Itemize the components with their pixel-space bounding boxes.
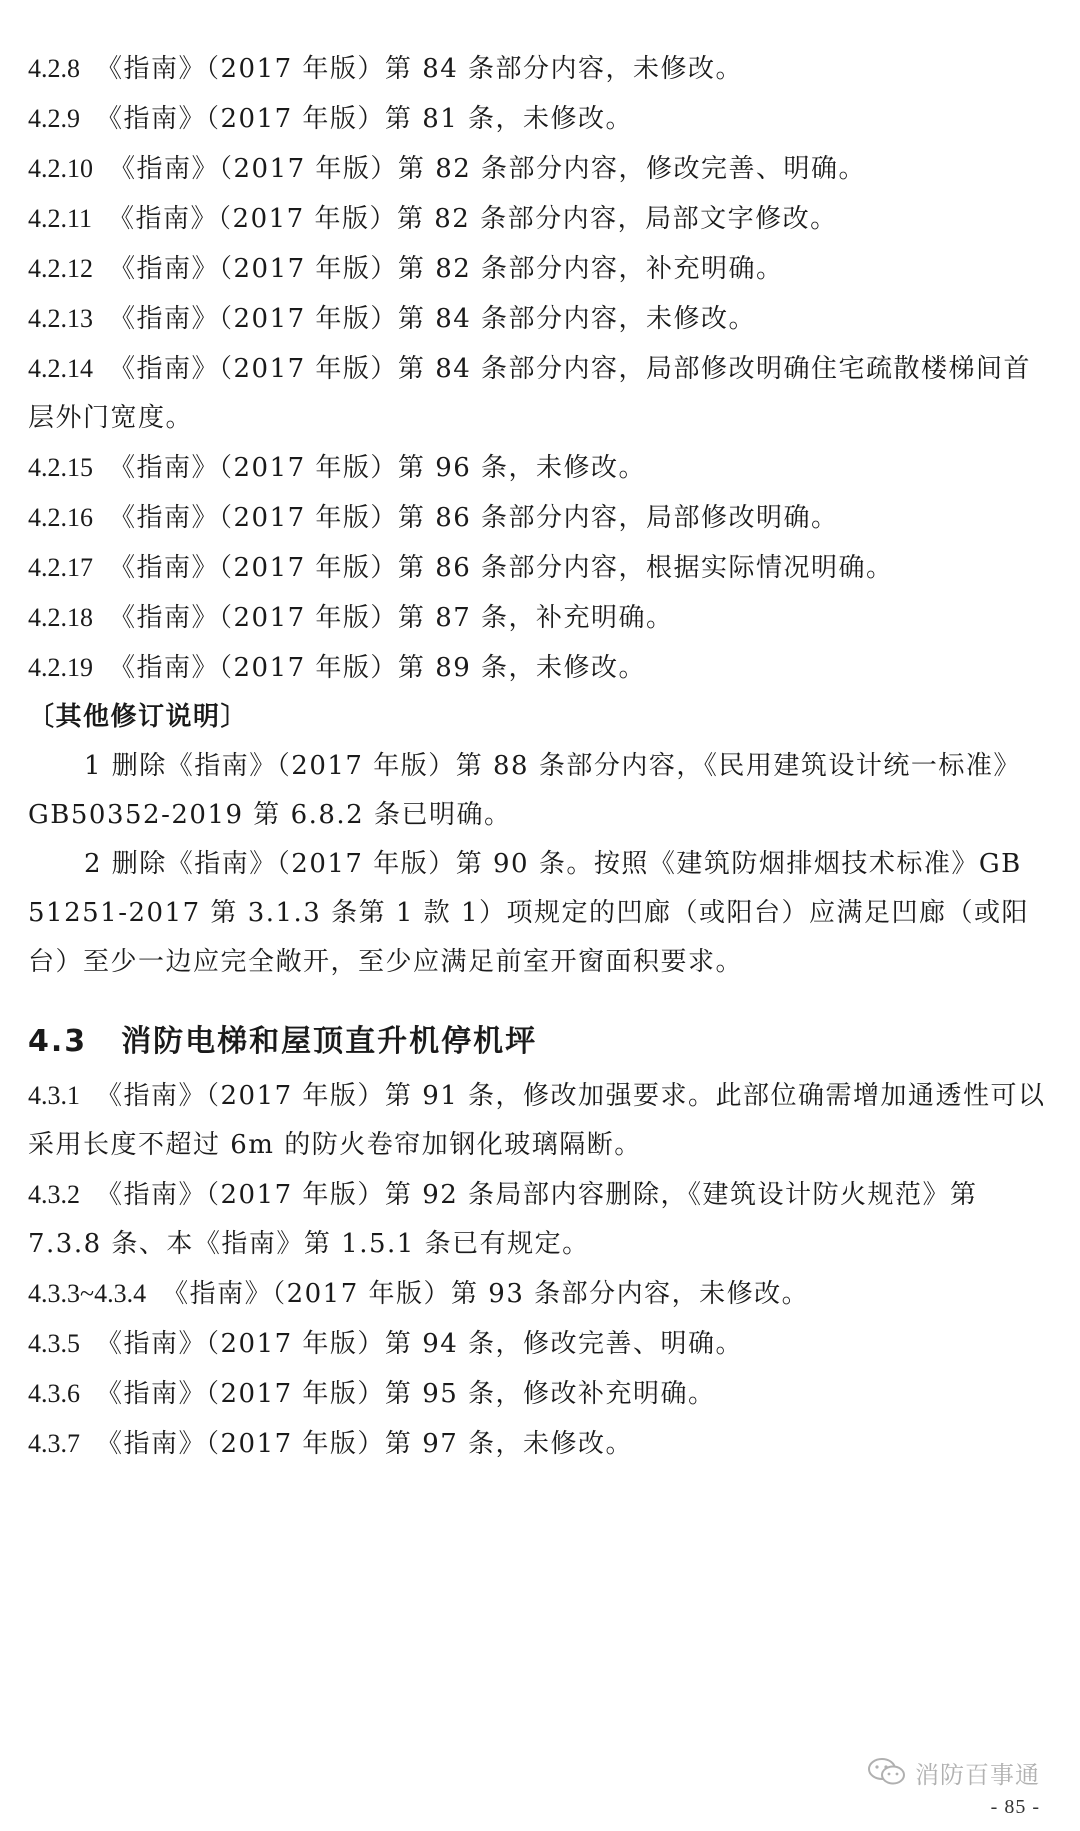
clause-text: 《指南》（2017 年版）第 82 条部分内容，修改完善、明确。	[109, 154, 867, 184]
clause-line	[28, 1071, 1052, 1170]
clause-line	[28, 344, 1052, 443]
wechat-icon	[867, 1757, 907, 1787]
clause-line	[28, 643, 1052, 693]
clause-line	[28, 593, 1052, 643]
clause-number: 4.2.11	[28, 204, 93, 233]
clause-number: 4.3.1	[28, 1081, 80, 1110]
clause-text: 《指南》（2017 年版）第 81 条，未修改。	[96, 104, 634, 134]
clause-text: 《指南》（2017 年版）第 89 条，未修改。	[109, 653, 647, 683]
other-note-item: 1 删除《指南》（2017 年版）第 88 条部分内容，《民用建筑设计统一标准》GB50352-2019 第 6.8.2 条已明确。	[28, 751, 1021, 830]
clause-line	[28, 1419, 1052, 1469]
clause-text: 《指南》（2017 年版）第 84 条部分内容，未修改。	[96, 54, 744, 84]
clause-line	[28, 144, 1052, 194]
clause-line	[28, 44, 1052, 94]
clause-line	[28, 543, 1052, 593]
clause-line	[28, 493, 1052, 543]
clause-number: 4.2.16	[28, 503, 93, 532]
clause-line	[28, 1170, 1052, 1269]
clause-text: 《指南》（2017 年版）第 94 条，修改完善、明确。	[96, 1329, 744, 1359]
clause-line	[28, 1269, 1052, 1319]
clause-text: 《指南》（2017 年版）第 86 条部分内容，局部修改明确。	[109, 503, 839, 533]
page-number: - 85 -	[990, 1796, 1040, 1818]
clause-text: 《指南》（2017 年版）第 87 条，补充明确。	[109, 603, 674, 633]
clause-number: 4.3.6	[28, 1379, 80, 1408]
clause-line	[28, 1319, 1052, 1369]
watermark	[867, 1752, 1040, 1792]
clause-list-4-3	[28, 1071, 1052, 1469]
clause-number: 4.2.10	[28, 154, 93, 183]
clause-text: 《指南》（2017 年版）第 84 条部分内容，局部修改明确住宅疏散楼梯间首层外门宽度。	[28, 354, 1032, 433]
clause-number: 4.3.2	[28, 1180, 80, 1209]
section-heading	[28, 1015, 1052, 1069]
clause-text: 《指南》（2017 年版）第 82 条部分内容，补充明确。	[109, 254, 784, 284]
clause-number: 4.2.13	[28, 304, 93, 333]
clause-line	[28, 294, 1052, 344]
clause-number: 4.2.12	[28, 254, 93, 283]
clause-text: 《指南》（2017 年版）第 97 条，未修改。	[96, 1429, 634, 1459]
clause-list-4-2	[28, 44, 1052, 693]
other-notes-heading: 〔其他修订说明〕	[28, 702, 249, 732]
clause-text: 《指南》（2017 年版）第 84 条部分内容，未修改。	[109, 304, 757, 334]
clause-number: 4.2.17	[28, 553, 93, 582]
clause-text: 《指南》（2017 年版）第 86 条部分内容，根据实际情况明确。	[109, 553, 894, 583]
clause-number: 4.3.5	[28, 1329, 80, 1358]
clause-text: 《指南》（2017 年版）第 95 条，修改补充明确。	[96, 1379, 716, 1409]
watermark-text: 消防百事通	[915, 1760, 1040, 1789]
clause-number: 4.2.19	[28, 653, 93, 682]
clause-text: 《指南》（2017 年版）第 93 条部分内容，未修改。	[162, 1279, 810, 1309]
clause-line	[28, 244, 1052, 294]
section-number: 4.3	[28, 1024, 88, 1059]
clause-number: 4.2.8	[28, 54, 80, 83]
clause-text: 《指南》（2017 年版）第 91 条，修改加强要求。此部位确需增加通透性可以采用长度不超过 6m 的防火卷帘加钢化玻璃隔断。	[28, 1081, 1046, 1160]
clause-text: 《指南》（2017 年版）第 82 条部分内容，局部文字修改。	[108, 204, 838, 234]
clause-number: 4.2.15	[28, 453, 93, 482]
other-note-item: 2 删除《指南》（2017 年版）第 90 条。按照《建筑防烟排烟技术标准》GB 51251-2017 第 3.1.3 条第 1 款 1）项规定的凹廊（或阳台）应满足凹廊（或阳台）至少一边应完全敞开，至少应满足前室开窗面积要求。	[28, 849, 1029, 977]
clause-number: 4.2.18	[28, 603, 93, 632]
clause-number: 4.3.7	[28, 1429, 80, 1458]
clause-line	[28, 94, 1052, 144]
clause-line	[28, 443, 1052, 493]
clause-line	[28, 1369, 1052, 1419]
section-title: 消防电梯和屋顶直升机停机坪	[121, 1024, 538, 1059]
other-notes	[28, 693, 1052, 987]
clause-number: 4.2.9	[28, 104, 80, 133]
clause-text: 《指南》（2017 年版）第 92 条局部内容删除，《建筑设计防火规范》第 7.3.8 条、本《指南》第 1.5.1 条已有规定。	[28, 1180, 978, 1259]
clause-text: 《指南》（2017 年版）第 96 条，未修改。	[109, 453, 647, 483]
clause-number: 4.3.3~4.3.4	[28, 1279, 147, 1308]
document-body	[28, 44, 1052, 1469]
clause-line	[28, 194, 1052, 244]
clause-number: 4.2.14	[28, 354, 93, 383]
